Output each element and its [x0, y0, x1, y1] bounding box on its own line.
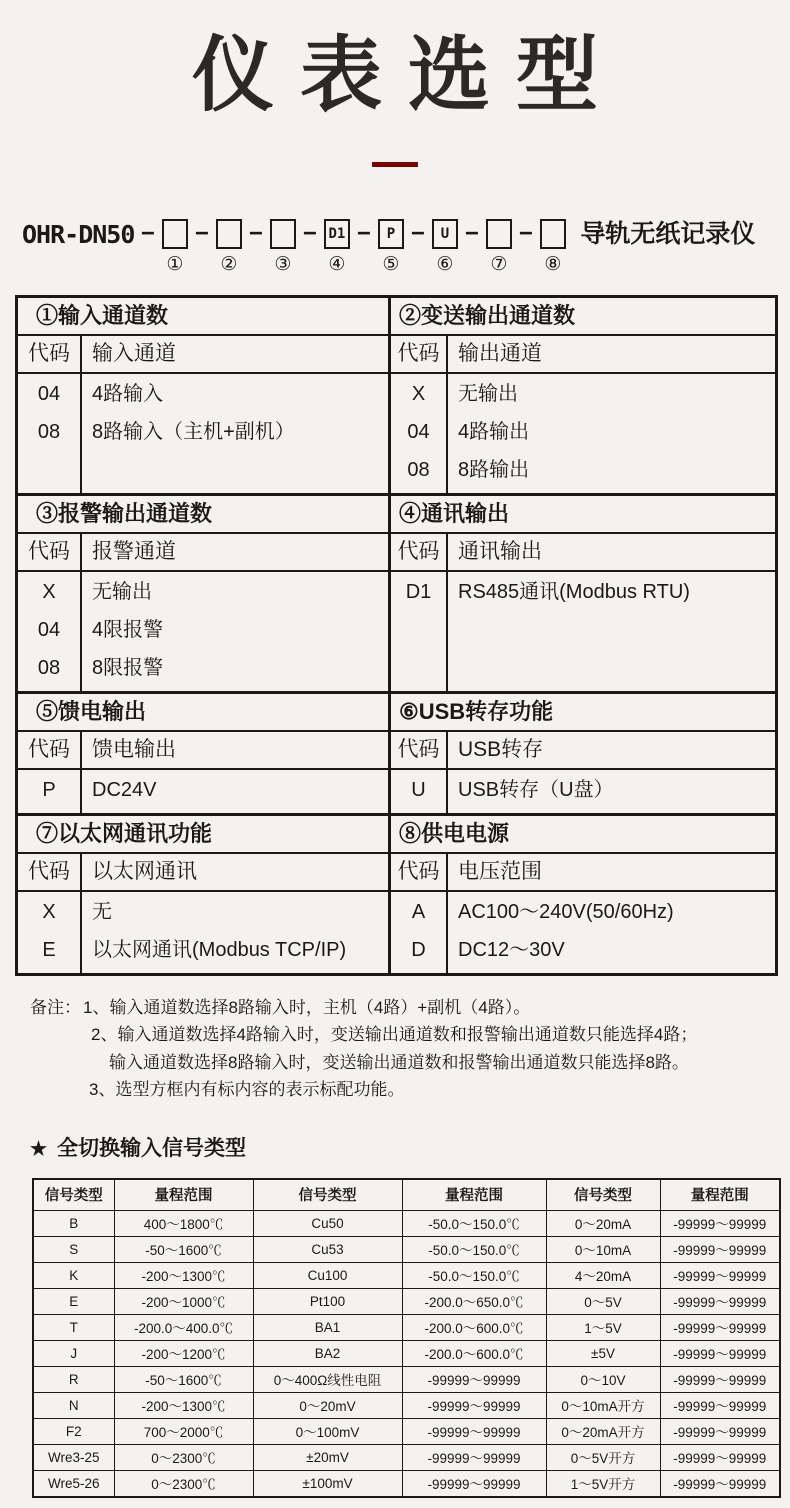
signal-cell: -99999～99999	[660, 1236, 780, 1262]
signal-cell: 1～5V开方	[546, 1470, 660, 1497]
signal-cell: 0～10mA开方	[546, 1392, 660, 1418]
signal-cell: -99999～99999	[660, 1444, 780, 1470]
option-description: 8限报警	[92, 656, 164, 679]
signal-cell: ±20mV	[253, 1444, 402, 1470]
option-description: DC24V	[92, 778, 157, 801]
option-section-body	[18, 892, 388, 973]
signal-cell: -50～1600℃	[114, 1366, 253, 1392]
option-description: 无输出	[458, 382, 518, 405]
signal-column-header: 量程范围	[660, 1179, 780, 1211]
code-values-column	[391, 572, 448, 691]
model-unit	[539, 219, 566, 275]
signal-table-row	[33, 1418, 780, 1444]
model-unit	[431, 219, 458, 275]
signal-cell: -50.0～150.0℃	[402, 1262, 546, 1288]
option-section-header	[18, 336, 388, 374]
option-section-title: ③报警输出通道数	[18, 496, 388, 534]
code-column-header: 代码	[18, 336, 82, 372]
desc-values-column	[448, 892, 775, 973]
model-unit	[485, 219, 512, 275]
option-code: P	[42, 778, 56, 801]
signal-cell: -50～1600℃	[114, 1236, 253, 1262]
option-tables-grid	[15, 295, 778, 976]
option-description: 以太网通讯(Modbus TCP/IP)	[92, 938, 347, 961]
code-column-header: 代码	[18, 854, 82, 890]
option-code: 08	[407, 458, 430, 481]
option-section-header	[18, 854, 388, 892]
option-section-header	[391, 854, 775, 892]
option-section-body	[391, 892, 775, 973]
desc-values-column	[82, 770, 388, 813]
signal-cell: Cu100	[253, 1262, 402, 1288]
signal-cell: ±5V	[546, 1340, 660, 1366]
signal-cell: Cu53	[253, 1236, 402, 1262]
model-position-label: ⑦	[490, 253, 508, 275]
signal-cell: BA1	[253, 1314, 402, 1340]
model-suffix: 导轨无纸记录仪	[580, 219, 756, 248]
signal-cell: -99999～99999	[402, 1366, 546, 1392]
option-section	[18, 813, 388, 973]
signal-cell: 0～10V	[546, 1366, 660, 1392]
model-prefix: OHR-DN50	[22, 219, 135, 249]
model-position-label: ⑥	[436, 253, 454, 275]
code-values-column	[391, 374, 448, 493]
option-description: 8路输出	[458, 458, 530, 481]
signal-cell: 0～20mV	[253, 1392, 402, 1418]
signal-cell: Cu50	[253, 1210, 402, 1236]
desc-column-header: 报警通道	[92, 539, 176, 563]
option-section-body	[18, 374, 388, 493]
option-code: X	[411, 382, 426, 405]
signal-cell: -200.0～600.0℃	[402, 1340, 546, 1366]
desc-values-column	[448, 770, 775, 813]
model-box-filled: P	[378, 219, 404, 249]
option-description: USB转存（U盘）	[458, 778, 614, 801]
notes-label: 备注：	[30, 997, 81, 1017]
option-section-body	[391, 374, 775, 493]
signal-cell: -99999～99999	[660, 1262, 780, 1288]
signal-cell: N	[33, 1392, 114, 1418]
signal-section-heading	[30, 1132, 790, 1162]
option-section	[388, 298, 775, 493]
signal-cell: 0～100mV	[253, 1418, 402, 1444]
option-description: 4路输出	[458, 420, 530, 443]
option-section	[388, 493, 775, 691]
signal-cell: BA2	[253, 1340, 402, 1366]
signal-cell: -99999～99999	[660, 1210, 780, 1236]
option-section-title: ①输入通道数	[18, 298, 388, 336]
note-line: 1、输入通道数选择8路输入时，主机（4路）+副机（4路）。	[83, 997, 531, 1017]
code-values-column	[18, 770, 82, 813]
model-unit	[323, 219, 350, 275]
signal-cell: 0～5V	[546, 1288, 660, 1314]
option-description: 4路输入	[92, 382, 164, 405]
option-section-header	[18, 534, 388, 572]
signal-cell: -99999～99999	[660, 1392, 780, 1418]
model-unit	[161, 219, 188, 275]
model-position-label: ④	[328, 253, 346, 275]
model-dash: −	[302, 219, 317, 247]
model-box-empty	[162, 219, 188, 249]
option-section	[18, 493, 388, 691]
signal-type-table	[32, 1178, 781, 1498]
option-section-body	[18, 770, 388, 813]
option-section-title: ⑦以太网通讯功能	[18, 816, 388, 854]
code-column-header: 代码	[18, 534, 82, 570]
desc-values-column	[448, 374, 775, 493]
signal-cell: 1～5V	[546, 1314, 660, 1340]
code-column-header: 代码	[391, 534, 448, 570]
option-section-title: ④通讯输出	[391, 496, 775, 534]
signal-table-row	[33, 1444, 780, 1470]
model-unit	[269, 219, 296, 275]
signal-cell: -200～1300℃	[114, 1262, 253, 1288]
model-box-filled: D1	[324, 219, 350, 249]
option-code: E	[42, 938, 56, 961]
signal-cell: 0～10mA	[546, 1236, 660, 1262]
option-code: X	[42, 580, 56, 603]
page-title: 仪表选型	[191, 30, 624, 121]
signal-cell: -200.0～400.0℃	[114, 1314, 253, 1340]
desc-column-header: 馈电输出	[92, 737, 176, 761]
option-description: 4限报警	[92, 618, 164, 641]
model-code-row	[22, 219, 790, 275]
model-position-label: ③	[274, 253, 292, 275]
signal-column-header: 信号类型	[33, 1179, 114, 1211]
signal-cell: -99999～99999	[660, 1366, 780, 1392]
signal-cell: B	[33, 1210, 114, 1236]
model-box-filled: U	[432, 219, 458, 249]
signal-cell: E	[33, 1288, 114, 1314]
signal-cell: J	[33, 1340, 114, 1366]
signal-cell: -200～1000℃	[114, 1288, 253, 1314]
signal-cell: ±100mV	[253, 1470, 402, 1497]
note-lines	[83, 994, 697, 1104]
signal-table-row	[33, 1366, 780, 1392]
signal-cell: 0～2300℃	[114, 1444, 253, 1470]
option-section-header	[391, 534, 775, 572]
model-box-empty	[216, 219, 242, 249]
signal-cell: 0～5V开方	[546, 1444, 660, 1470]
option-section-title: ⑧供电电源	[391, 816, 775, 854]
model-dash: −	[356, 219, 371, 247]
option-code: D	[411, 938, 426, 961]
code-values-column	[391, 892, 448, 973]
option-section	[388, 813, 775, 973]
desc-values-column	[82, 572, 388, 691]
signal-cell: Wre3-25	[33, 1444, 114, 1470]
desc-column-header: USB转存	[458, 737, 544, 761]
signal-table-row	[33, 1340, 780, 1366]
signal-table-row	[33, 1236, 780, 1262]
title-divider	[372, 162, 418, 167]
option-section-header	[18, 732, 388, 770]
signal-cell: 400～1800℃	[114, 1210, 253, 1236]
signal-cell: -99999～99999	[660, 1340, 780, 1366]
signal-cell: -99999～99999	[402, 1418, 546, 1444]
option-description: RS485通讯(Modbus RTU)	[458, 580, 690, 603]
model-dash: −	[464, 219, 479, 247]
signal-cell: 0～400Ω线性电阻	[253, 1366, 402, 1392]
model-box-empty	[486, 219, 512, 249]
model-position-label: ①	[166, 253, 184, 275]
signal-cell: -99999～99999	[402, 1470, 546, 1497]
signal-cell: -99999～99999	[660, 1288, 780, 1314]
option-code: 08	[37, 656, 61, 679]
desc-column-header: 以太网通讯	[92, 859, 197, 883]
signal-table-row	[33, 1288, 780, 1314]
signal-table-row	[33, 1470, 780, 1497]
signal-table-row	[33, 1210, 780, 1236]
signal-cell: -200～1200℃	[114, 1340, 253, 1366]
model-dash: −	[248, 219, 263, 247]
option-description: 无输出	[92, 580, 152, 603]
signal-cell: -50.0～150.0℃	[402, 1236, 546, 1262]
option-description: 8路输入（主机+副机）	[92, 420, 295, 443]
signal-cell: R	[33, 1366, 114, 1392]
option-section-header	[391, 732, 775, 770]
signal-cell: S	[33, 1236, 114, 1262]
signal-cell: -99999～99999	[660, 1418, 780, 1444]
signal-cell: Pt100	[253, 1288, 402, 1314]
note-line: 3、选型方框内有标内容的表示标配功能。	[89, 1080, 405, 1100]
option-section-title: ⑥USB转存功能	[391, 694, 775, 732]
model-dash: −	[140, 219, 155, 247]
option-section-body	[18, 572, 388, 691]
model-position-label: ⑤	[382, 253, 400, 275]
code-column-header: 代码	[391, 854, 448, 890]
option-code: D1	[405, 580, 432, 603]
signal-table-row	[33, 1314, 780, 1340]
signal-cell: 0～2300℃	[114, 1470, 253, 1497]
option-description: 无	[92, 900, 112, 923]
model-code-units	[134, 219, 566, 275]
note-line: 输入通道数选择8路输入时，变送输出通道数和报警输出通道数只能选择8路。	[109, 1052, 689, 1072]
signal-cell: Wre5-26	[33, 1470, 114, 1497]
desc-values-column	[448, 572, 775, 691]
model-dash: −	[410, 219, 425, 247]
code-column-header: 代码	[391, 336, 448, 372]
model-unit	[215, 219, 242, 275]
model-unit	[377, 219, 404, 275]
model-dash: −	[518, 219, 533, 247]
code-column-header: 代码	[391, 732, 448, 768]
signal-cell: -200～1300℃	[114, 1392, 253, 1418]
signal-column-header: 量程范围	[114, 1179, 253, 1211]
signal-cell: 0～20mA	[546, 1210, 660, 1236]
option-section-title: ②变送输出通道数	[391, 298, 775, 336]
signal-cell: 700～2000℃	[114, 1418, 253, 1444]
desc-column-header: 通讯输出	[458, 539, 542, 563]
signal-table-row	[33, 1262, 780, 1288]
model-dash: −	[194, 219, 209, 247]
desc-column-header: 输出通道	[458, 341, 542, 365]
page	[0, 30, 790, 1498]
signal-column-header: 量程范围	[402, 1179, 546, 1211]
option-code: 08	[37, 420, 61, 443]
option-section-body	[391, 572, 775, 691]
signal-cell: K	[33, 1262, 114, 1288]
option-code: U	[411, 778, 426, 801]
signal-column-header: 信号类型	[546, 1179, 660, 1211]
signal-cell: -50.0～150.0℃	[402, 1210, 546, 1236]
signal-table-row	[33, 1392, 780, 1418]
signal-cell: -200.0～650.0℃	[402, 1288, 546, 1314]
signal-cell: T	[33, 1314, 114, 1340]
model-position-label: ②	[220, 253, 238, 275]
code-values-column	[18, 572, 82, 691]
desc-column-header: 电压范围	[458, 859, 542, 883]
signal-cell: -200.0～600.0℃	[402, 1314, 546, 1340]
option-code: 04	[37, 618, 61, 641]
code-values-column	[18, 374, 82, 493]
notes	[30, 994, 790, 1104]
model-position-label: ⑧	[544, 253, 562, 275]
code-values-column	[18, 892, 82, 973]
model-box-empty	[540, 219, 566, 249]
signal-cell: 4～20mA	[546, 1262, 660, 1288]
option-section-header	[391, 336, 775, 374]
option-code: A	[411, 900, 426, 923]
signal-cell: F2	[33, 1418, 114, 1444]
signal-heading-text: 全切换输入信号类型	[57, 1136, 247, 1160]
signal-table-header-row	[33, 1179, 780, 1211]
option-code: X	[42, 900, 56, 923]
note-line: 2、输入通道数选择4路输入时，变送输出通道数和报警输出通道数只能选择4路；	[91, 1025, 698, 1045]
option-description: DC12～30V	[458, 938, 565, 961]
option-section-body	[391, 770, 775, 813]
signal-column-header: 信号类型	[253, 1179, 402, 1211]
option-section	[18, 298, 388, 493]
option-code: 04	[407, 420, 430, 443]
desc-values-column	[82, 374, 388, 493]
signal-cell: -99999～99999	[660, 1470, 780, 1497]
code-values-column	[391, 770, 448, 813]
option-section-title: ⑤馈电输出	[18, 694, 388, 732]
signal-cell: 0～20mA开方	[546, 1418, 660, 1444]
option-section	[388, 691, 775, 813]
signal-cell: -99999～99999	[402, 1444, 546, 1470]
signal-cell: -99999～99999	[660, 1314, 780, 1340]
desc-values-column	[82, 892, 388, 973]
option-code: 04	[37, 382, 61, 405]
star-icon: ★	[30, 1138, 48, 1160]
desc-column-header: 输入通道	[92, 341, 176, 365]
option-description: AC100～240V(50/60Hz)	[458, 900, 674, 923]
signal-cell: -99999～99999	[402, 1392, 546, 1418]
code-column-header: 代码	[18, 732, 82, 768]
model-box-empty	[270, 219, 296, 249]
option-section	[18, 691, 388, 813]
